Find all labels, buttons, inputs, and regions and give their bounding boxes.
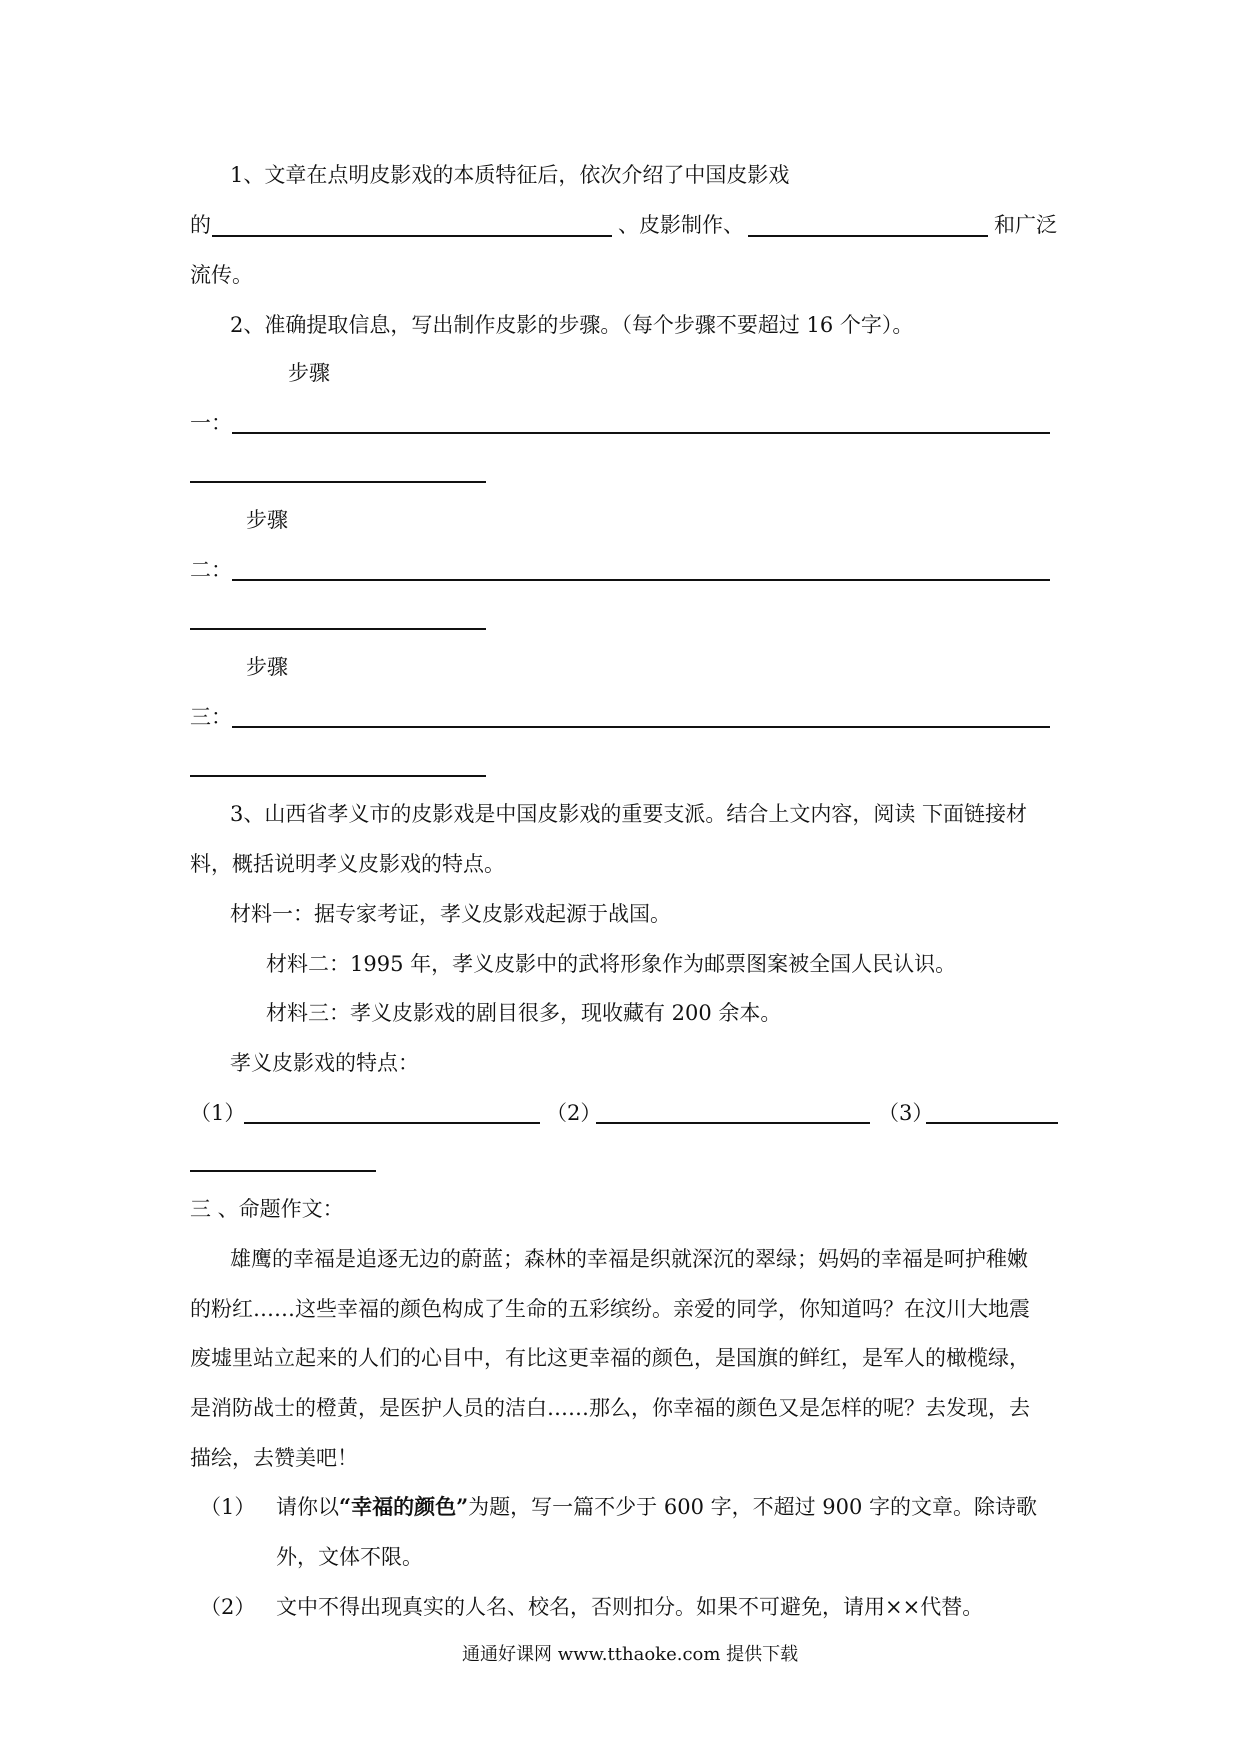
footer-text: 通通好课网 www.tthaoke.com 提供下载 — [462, 1644, 799, 1665]
step-2-answer-line-2[interactable] — [190, 628, 486, 630]
q3-line2: 料，概括说明孝义皮影戏的特点。 — [190, 852, 505, 876]
q2-prompt: 2、准确提取信息，写出制作皮影的步骤。（每个步骤不要超过 16 个字）。 — [230, 313, 914, 337]
q1-prefix: 的 — [190, 213, 211, 237]
feature-3-blank-cont[interactable] — [190, 1170, 376, 1172]
q1-blank-1[interactable] — [212, 235, 612, 237]
step-1-answer-line-2[interactable] — [190, 481, 486, 483]
step-1-number: 一： — [190, 411, 232, 435]
step-2-number: 二： — [190, 558, 232, 582]
step-3-answer-line-2[interactable] — [190, 775, 486, 777]
feature-1-blank[interactable] — [244, 1122, 540, 1124]
feature-2-blank[interactable] — [596, 1122, 870, 1124]
essay-req-2-number: （2） — [200, 1595, 256, 1619]
feature-3-blank[interactable] — [926, 1122, 1058, 1124]
step-2-answer-line[interactable] — [232, 579, 1050, 581]
q1-mid: 、皮影制作、 — [618, 213, 744, 237]
step-3-number: 三： — [190, 705, 232, 729]
step-3-answer-line[interactable] — [232, 726, 1050, 728]
q3-material-3: 材料三：孝义皮影戏的剧目很多，现收藏有 200 余本。 — [266, 1001, 782, 1025]
essay-paragraph-line-5: 描绘，去赞美吧！ — [190, 1446, 358, 1470]
step-1-label: 步骤 — [288, 361, 330, 385]
q3-line1: 3、山西省孝义市的皮影戏是中国皮影戏的重要支派。结合上文内容，阅读 下面链接材 — [230, 802, 1028, 826]
q1-blank-2[interactable] — [748, 235, 988, 237]
essay-paragraph-line-4: 是消防战士的橙黄，是医护人员的洁白……那么，你幸福的颜色又是怎样的呢？去发现，去 — [190, 1396, 1030, 1420]
essay-heading: 三 、命题作文： — [190, 1197, 344, 1221]
feature-2-label: （2） — [546, 1101, 602, 1125]
step-2-label: 步骤 — [246, 508, 288, 532]
essay-req-1 — [276, 1494, 1037, 1520]
q3-material-1: 材料一：据专家考证，孝义皮影戏起源于战国。 — [230, 902, 671, 926]
q1-line3: 流传。 — [190, 263, 253, 287]
essay-paragraph-line-2: 的粉红……这些幸福的颜色构成了生命的五彩缤纷。亲爱的同学，你知道吗？在汶川大地震 — [190, 1297, 1030, 1321]
q1-line1: 1、文章在点明皮影戏的本质特征后，依次介绍了中国皮影戏 — [230, 163, 790, 187]
q1-suffix: 和广泛 — [994, 213, 1057, 237]
essay-req-1-number: （1） — [200, 1495, 256, 1519]
feature-3-label: （3） — [878, 1101, 934, 1125]
q3-material-2: 材料二：1995 年，孝义皮影中的武将形象作为邮票图案被全国人民认识。 — [266, 952, 957, 976]
essay-req-2: 文中不得出现真实的人名、校名，否则扣分。如果不可避免，请用××代替。 — [276, 1595, 984, 1619]
step-3-label: 步骤 — [246, 655, 288, 679]
essay-paragraph-line-3: 废墟里站立起来的人们的心目中，有比这更幸福的颜色，是国旗的鲜红，是军人的橄榄绿， — [190, 1346, 1030, 1370]
essay-req-1-post: 为题，写一篇不少于 600 字，不超过 900 字的文章。除诗歌 — [468, 1495, 1038, 1519]
essay-req-1-pre: 请你以 — [276, 1495, 339, 1519]
essay-req-1-cont: 外，文体不限。 — [276, 1545, 423, 1569]
feature-1-label: （1） — [190, 1101, 246, 1125]
step-1-answer-line[interactable] — [232, 432, 1050, 434]
q3-features-label: 孝义皮影戏的特点： — [230, 1051, 419, 1075]
essay-paragraph-line-1: 雄鹰的幸福是追逐无边的蔚蓝；森林的幸福是织就深沉的翠绿；妈妈的幸福是呵护稚嫩 — [230, 1247, 1028, 1271]
essay-title: “幸福的颜色” — [339, 1494, 469, 1519]
